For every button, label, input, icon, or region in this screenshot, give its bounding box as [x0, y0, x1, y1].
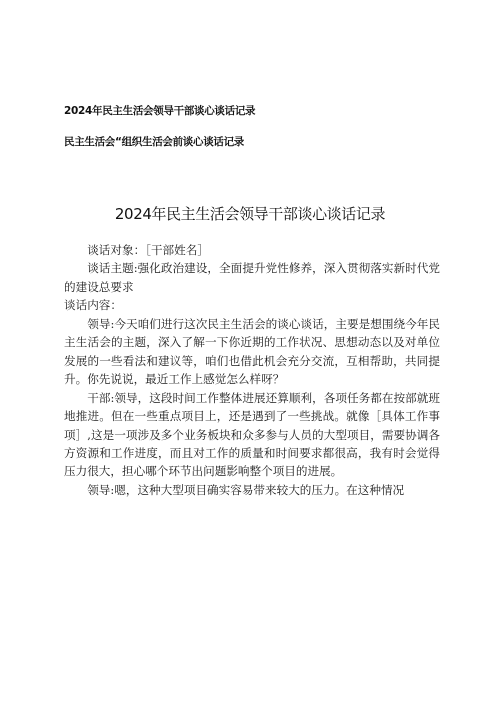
paragraph: 干部:领导，这段时间工作整体进展还算顺利，各项任务都在按部就班地推进。但在一些重点项目上，还是遇到了一些挑战。就像［具体工作事项］,这是一项涉及多个业务板块和众多参与人员的大型项目，需要协调各方资源和工作进度，而且对工作的质量和时间要求都很高，我有时会觉得压力很大，担心哪个环节出问题影响整个项目的进展。 [64, 390, 440, 479]
content-label: 谈话内容： [64, 298, 122, 313]
document-title: 2024年民主生活会领导干部谈心谈话记录 [114, 205, 386, 223]
header-subtitle: 民主生活会“组织生活会前谈心谈话记录 [64, 136, 245, 148]
document-body [64, 241, 440, 499]
interviewee-line: 谈话对象：［干部姓名］ [87, 243, 209, 257]
header-title: 2024年民主生活会领导干部谈心谈话记录 [64, 105, 256, 117]
paragraph: 领导:嗯，这种大型项目确实容易带来较大的压力。在这种情况 [87, 482, 405, 497]
paragraph: 领导:今天咱们进行这次民主生活会的谈心谈话，主要是想围绕今年民主生活会的主题，深入了解一下你近期的工作状况、思想动态以及对单位发展的一些看法和建议等，咱们也借此机会充分交流，互相帮助，共同提升。你先说说，最近工作上感觉怎么样呀？ [64, 316, 440, 387]
topic-line: 谈话主题:强化政治建设，全面提升党性修养，深入贯彻落实新时代党的建设总要求 [64, 261, 440, 294]
